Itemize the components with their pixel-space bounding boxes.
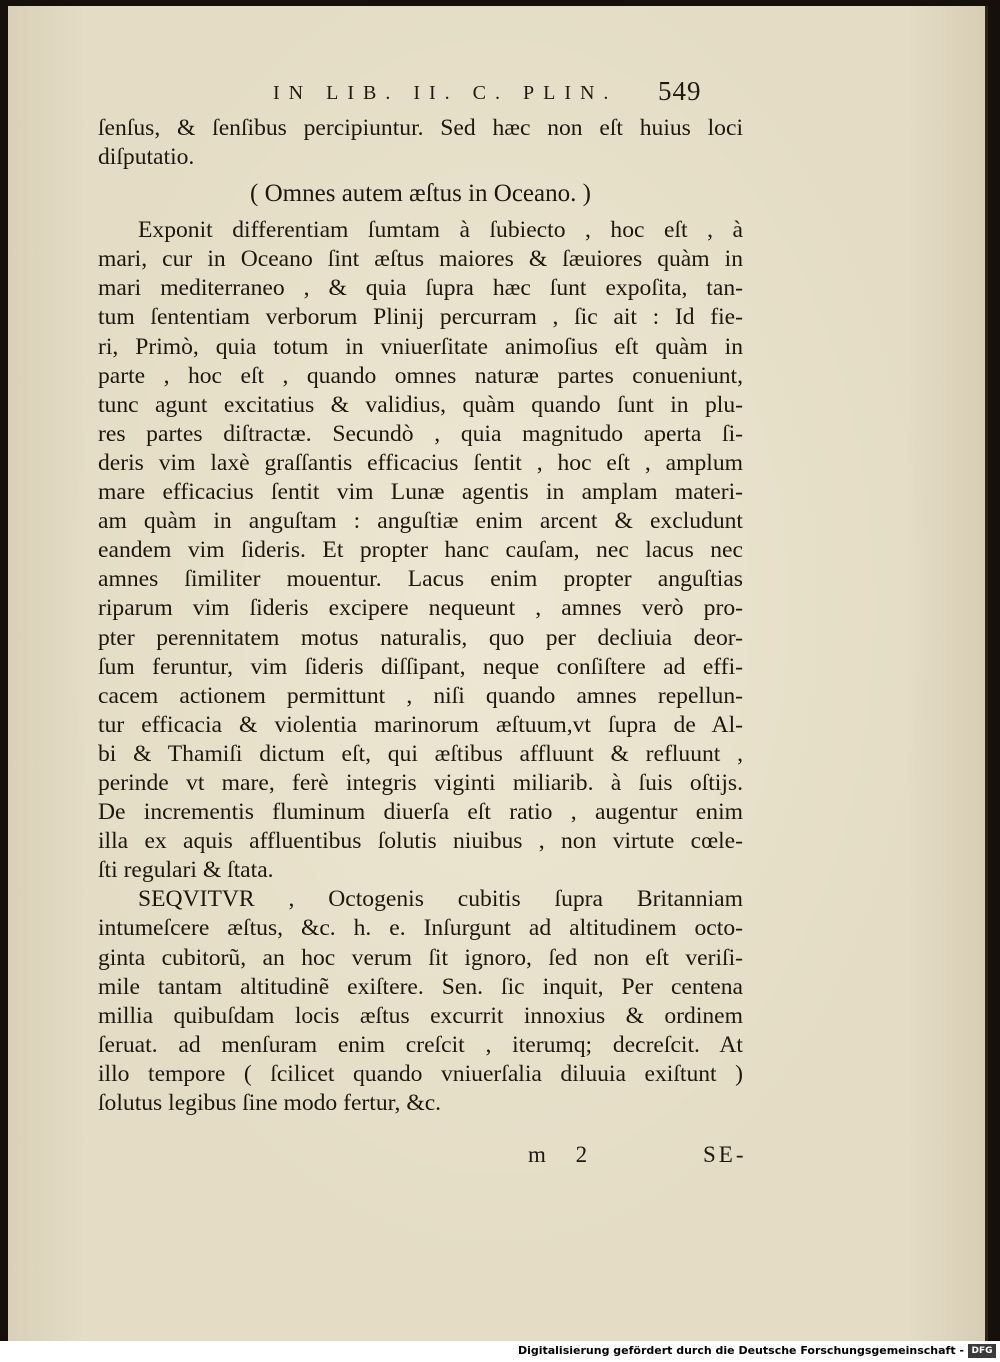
- text-line: tunc agunt excitatius & validius, quàm quando ſunt in plu-: [98, 391, 743, 418]
- text-line: tum ſententiam verborum Plinij percurram , ſic ait : Id fie-: [98, 304, 743, 331]
- text-line: res partes diſtractæ. Secundò , quia magnitudo aperta ſi-: [98, 420, 743, 447]
- text-line: Exponit differentiam ſumtam à ſubiecto , hoc eſt , à: [138, 217, 743, 244]
- text-line: mari mediterraneo , & quia ſupra hæc ſunt expoſita, tan-: [98, 275, 743, 302]
- text-line: intumeſcere æſtus, &c. h. e. Inſurgunt ad altitudinem octo-: [98, 915, 743, 942]
- text-line: deris vim laxè graſſantis efficacius ſentit , hoc eſt , amplum: [98, 449, 743, 476]
- signature-mark: m 2: [528, 1142, 600, 1167]
- text-line: De incrementis fluminum diuerſa eſt ratio , augentur enim: [98, 799, 743, 826]
- running-title: IN LIB. II. C. PLIN.: [273, 82, 618, 104]
- body-text: [98, 114, 743, 1118]
- text-line: parte , hoc eſt , quando omnes naturæ partes conueniunt,: [98, 362, 743, 389]
- text-line: illo tempore ( ſcilicet quando vniuerſalia diluuia exiſtunt ): [98, 1060, 743, 1087]
- funding-credit: Digitalisierung gefördert durch die Deutsche Forschungsgemeinschaft -: [517, 1344, 964, 1357]
- text-line: mare efficacius ſentit vim Lunæ agentis in amplam materi-: [98, 479, 743, 506]
- text-line: millia quibuſdam locis æſtus excurrit innoxius & ordinem: [98, 1002, 743, 1029]
- text-line: tur efficacia & violentia marinorum æſtuum,vt ſupra de Al-: [98, 711, 743, 738]
- text-line: ginta cubitorũ, an hoc verum ſit ignoro, ſed non eſt veriſi-: [98, 944, 743, 971]
- text-line: illa ex aquis affluentibus ſolutis niuibus , non virtute cœle-: [98, 828, 743, 855]
- text-line: ri, Primò, quia totum in vniuerſitate animoſius eſt quàm in: [98, 333, 743, 360]
- text-line: ſolutus legibus ſine modo fertur, &c.: [98, 1090, 442, 1116]
- text-line: ſum feruntur, vim ſideris diſſipant, neque conſiſtere ad effi-: [98, 653, 743, 680]
- section-heading: ( Omnes autem æſtus in Oceano. ): [250, 180, 591, 208]
- text-line: perinde vt mare, ferè integris viginti miliarib. à ſuis oſtijs.: [98, 769, 743, 796]
- text-line: mari, cur in Oceano ſint æſtus maiores & ſæuiores quàm in: [98, 246, 743, 273]
- catchword: SE-: [703, 1142, 747, 1167]
- text-line: cacem actionem permittunt , niſi quando amnes repellun-: [98, 682, 743, 709]
- text-line: pter perennitatem motus naturalis, quo per decliuia deor-: [98, 624, 743, 651]
- text-line: ſenſus, & ſenſibus percipiuntur. Sed hæc non eſt huius loci: [98, 115, 743, 141]
- text-line: riparum vim ſideris excipere nequeunt , amnes verò pro-: [98, 595, 743, 622]
- text-line: amnes ſimiliter mouentur. Lacus enim propter anguſtias: [98, 566, 743, 593]
- page-footer: [98, 1142, 747, 1172]
- text-line: SEQVITVR , Octogenis cubitis ſupra Britanniam: [138, 886, 743, 913]
- book-page: [8, 6, 988, 1341]
- text-line: ſeruat. ad menſuram enim creſcit , iterumq; decreſcit. At: [98, 1031, 743, 1058]
- credit-bar: [0, 1341, 1000, 1362]
- text-line: mile tantam altitudinẽ exiſtere. Sen. ſic inquit, Per centena: [98, 973, 743, 1000]
- text-line: am quàm in anguſtam : anguſtiæ enim arcent & excludunt: [98, 508, 743, 535]
- text-line: bi & Thamiſi dictum eſt, qui æſtibus affluunt & refluunt ,: [98, 740, 743, 767]
- page-number: 549: [658, 76, 702, 106]
- dfg-logo-icon: DFG: [968, 1344, 996, 1358]
- text-line: eandem vim ſideris. Et propter hanc cauſam, nec lacus nec: [98, 537, 743, 564]
- text-line: ſti regulari & ſtata.: [98, 857, 274, 884]
- text-line: diſputatio.: [98, 144, 195, 171]
